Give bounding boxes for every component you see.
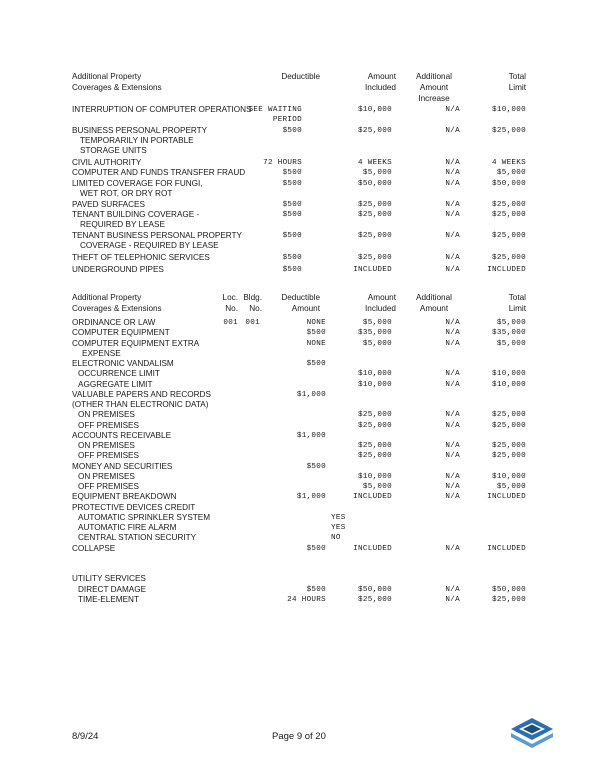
column-header-coverage: Coverages & Extensions [72,83,162,92]
total-limit-value: $10,000 [492,106,526,114]
total-limit-value: $35,000 [492,329,526,338]
column-header-coverage: Additional Property [72,72,142,81]
coverage-label: EXPENSE [82,348,121,358]
amount-included-value: $5,000 [362,483,392,491]
additional-amount-value: N/A [445,200,460,209]
additional-amount-value: N/A [445,411,460,420]
additional-amount-value: N/A [445,544,460,553]
total-limit-value: $25,000 [492,421,526,430]
deductible-value: $500 [306,360,326,368]
building-number: 001 [245,319,260,327]
column-header-bldg: No. [249,304,262,313]
total-limit-value: $10,000 [492,370,526,379]
total-limit-value: $25,000 [492,452,526,461]
additional-amount-value: N/A [445,483,460,491]
amount-included-value: $25,000 [358,211,392,219]
total-limit-value: $25,000 [492,211,526,219]
coverage-label: VALUABLE PAPERS AND RECORDS [72,389,211,399]
amount-included-value: $50,000 [358,585,392,594]
footer-date: 8/9/24 [72,731,99,742]
deductible-value: $500 [282,127,302,135]
credit-flag: YES [331,524,346,532]
coverage-label: AUTOMATIC FIRE ALARM [78,523,177,532]
additional-amount-value: N/A [445,421,460,430]
additional-amount-value: N/A [445,211,460,219]
deductible-value: 24 HOURS [287,595,326,604]
column-header-total: Total [508,293,526,302]
coverage-label: AUTOMATIC SPRINKLER SYSTEM [78,512,211,522]
coverage-label: DIRECT DAMAGE [78,584,147,594]
coverage-label: CIVIL AUTHORITY [72,157,142,167]
column-header-deductible: Deductible [281,293,320,302]
additional-amount-value: N/A [445,319,460,327]
amount-included-value: $25,000 [358,452,392,461]
coverage-label: COMPUTER EQUIPMENT [72,328,170,338]
column-header-bldg: Bldg. [243,293,262,302]
coverage-label: UTILITY SERVICES [72,574,146,584]
column-header-additional: Amount [419,83,449,92]
additional-amount-value: N/A [445,265,460,274]
column-header-additional: Additional [416,72,452,81]
deductible-value: NONE [306,339,326,348]
total-limit-value: $25,000 [492,200,526,209]
column-header-total: Limit [508,83,526,92]
amount-included-value: INCLUDED [353,493,392,502]
coverage-label: ACCOUNTS RECEIVABLE [72,430,172,440]
amount-included-value: $10,000 [358,472,392,481]
footer-page-number: Page 9 of 20 [272,731,326,742]
column-header-amount: Included [365,83,396,92]
column-header-additional: Increase [418,94,450,103]
deductible-value: $1,000 [296,493,326,502]
deductible-value: SEE WAITING [248,106,302,114]
additional-amount-value: N/A [445,179,460,188]
additional-amount-value: N/A [445,329,460,338]
total-limit-value: INCLUDED [487,544,526,553]
deductible-value: $500 [306,585,326,594]
total-limit-value: 4 WEEKS [492,158,526,167]
deductible-value: NONE [306,319,326,327]
coverage-label: STORAGE UNITS [80,146,147,155]
coverage-label: COLLAPSE [72,543,116,553]
total-limit-value: $50,000 [492,179,526,188]
credit-flag: NO [331,534,341,543]
coverage-label: OFF PREMISES [78,482,139,491]
amount-included-value: 4 WEEKS [358,158,392,167]
coverage-label: ON PREMISES [78,410,135,420]
coverage-label: CENTRAL STATION SECURITY [78,533,197,543]
coverage-label: OFF PREMISES [78,420,139,430]
amount-included-value: $10,000 [358,370,392,379]
deductible-value: $500 [306,544,326,553]
additional-amount-value: N/A [445,254,460,262]
deductible-value: $1,000 [296,431,326,440]
coverage-label: COMPUTER AND FUNDS TRANSFER FRAUD [72,168,246,177]
amount-included-value: $25,000 [358,442,392,450]
coverage-label: ORDINANCE OR LAW [72,318,156,327]
column-header-amount: Amount [367,293,396,302]
additional-amount-value: N/A [445,169,460,177]
additional-amount-value: N/A [445,370,460,379]
amount-included-value: $10,000 [358,106,392,114]
total-limit-value: $25,000 [492,127,526,135]
total-limit-value: $25,000 [492,595,526,604]
coverage-label: (OTHER THAN ELECTRONIC DATA) [72,400,209,409]
total-limit-value: $10,000 [492,472,526,481]
amount-included-value: INCLUDED [353,544,392,553]
column-header-coverage: Additional Property [72,293,142,302]
additional-amount-value: N/A [445,158,460,167]
coverage-label: ON PREMISES [78,471,135,481]
total-limit-value: $5,000 [496,483,526,491]
coverage-label: AGGREGATE LIMIT [78,379,153,389]
total-limit-value: $5,000 [496,319,526,327]
column-header-total: Limit [508,304,526,313]
additional-amount-value: N/A [445,585,460,594]
coverage-label: MONEY AND SECURITIES [72,461,173,471]
deductible-value: PERIOD [272,116,302,124]
total-limit-value: $5,000 [496,339,526,348]
additional-amount-value: N/A [445,452,460,461]
credit-flag: YES [331,513,346,522]
coverage-label: LIMITED COVERAGE FOR FUNGI, [72,178,203,188]
coverage-label: OFF PREMISES [78,451,139,461]
column-header-loc: No. [225,304,238,313]
total-limit-value: $25,000 [492,254,526,262]
total-limit-value: INCLUDED [487,265,526,274]
company-logo-icon [509,716,555,750]
column-header-loc: Loc. [222,293,238,302]
coverage-label: PROTECTIVE DEVICES CREDIT [72,502,196,512]
additional-amount-value: N/A [445,472,460,481]
location-number: 001 [223,319,238,327]
deductible-value: $1,000 [296,390,326,399]
deductible-value: $500 [282,254,302,262]
total-limit-value: $25,000 [492,411,526,420]
total-limit-value: $25,000 [492,442,526,450]
amount-included-value: $10,000 [358,380,392,389]
amount-included-value: $5,000 [362,339,392,348]
coverage-label: TENANT BUSINESS PERSONAL PROPERTY [72,231,243,240]
total-limit-value: $5,000 [496,169,526,177]
coverage-label: ON PREMISES [78,441,135,450]
coverage-label: COVERAGE - REQUIRED BY LEASE [80,241,219,250]
amount-included-value: $25,000 [358,127,392,135]
coverage-label: UNDERGROUND PIPES [72,264,164,274]
deductible-value: $500 [282,265,302,274]
amount-included-value: $5,000 [362,319,392,327]
deductible-value: $500 [282,211,302,219]
deductible-value: $500 [282,232,302,240]
amount-included-value: $5,000 [362,169,392,177]
column-header-additional: Additional [416,293,452,302]
coverage-label: ELECTRONIC VANDALISM [72,359,174,368]
coverage-label: TEMPORARILY IN PORTABLE [80,136,194,145]
coverage-label: INTERRUPTION OF COMPUTER OPERATIONS [72,105,252,114]
amount-included-value: $25,000 [358,421,392,430]
coverage-label: EQUIPMENT BREAKDOWN [72,492,177,502]
coverage-label: TIME-ELEMENT [78,594,139,604]
amount-included-value: $35,000 [358,329,392,338]
coverage-label: WET ROT, OR DRY ROT [80,188,173,198]
coverage-label: PAVED SURFACES [72,199,145,209]
amount-included-value: $25,000 [358,254,392,262]
total-limit-value: $25,000 [492,232,526,240]
amount-included-value: $25,000 [358,232,392,240]
column-header-total: Total [508,72,526,81]
total-limit-value: INCLUDED [487,493,526,502]
amount-included-value: INCLUDED [353,265,392,274]
column-header-additional: Amount [419,304,449,313]
additional-amount-value: N/A [445,442,460,450]
deductible-value: $500 [282,179,302,188]
additional-amount-value: N/A [445,106,460,114]
coverage-label: COMPUTER EQUIPMENT EXTRA [72,338,200,348]
column-header-coverage: Coverages & Extensions [72,304,162,313]
amount-included-value: $25,000 [358,411,392,420]
deductible-value: $500 [282,169,302,177]
additional-amount-value: N/A [445,127,460,135]
column-header-amount: Included [365,304,396,313]
column-header-amount: Amount [367,72,396,81]
amount-included-value: $25,000 [358,200,392,209]
coverage-label: TENANT BUILDING COVERAGE - [72,210,200,219]
total-limit-value: $10,000 [492,380,526,389]
total-limit-value: $50,000 [492,585,526,594]
additional-amount-value: N/A [445,595,460,604]
deductible-value: $500 [306,329,326,338]
additional-amount-value: N/A [445,380,460,389]
deductible-value: $500 [282,200,302,209]
additional-amount-value: N/A [445,339,460,348]
column-header-deductible: Amount [291,304,320,313]
column-header-deductible: Deductible [281,72,320,81]
coverage-label: THEFT OF TELEPHONIC SERVICES [72,253,210,262]
amount-included-value: $50,000 [358,179,392,188]
amount-included-value: $25,000 [358,595,392,604]
coverage-label: OCCURRENCE LIMIT [78,369,160,379]
coverage-label: REQUIRED BY LEASE [80,220,165,229]
deductible-value: 72 HOURS [263,158,302,167]
additional-amount-value: N/A [445,232,460,240]
coverage-label: BUSINESS PERSONAL PROPERTY [72,126,208,135]
additional-amount-value: N/A [445,493,460,502]
deductible-value: $500 [306,462,326,471]
